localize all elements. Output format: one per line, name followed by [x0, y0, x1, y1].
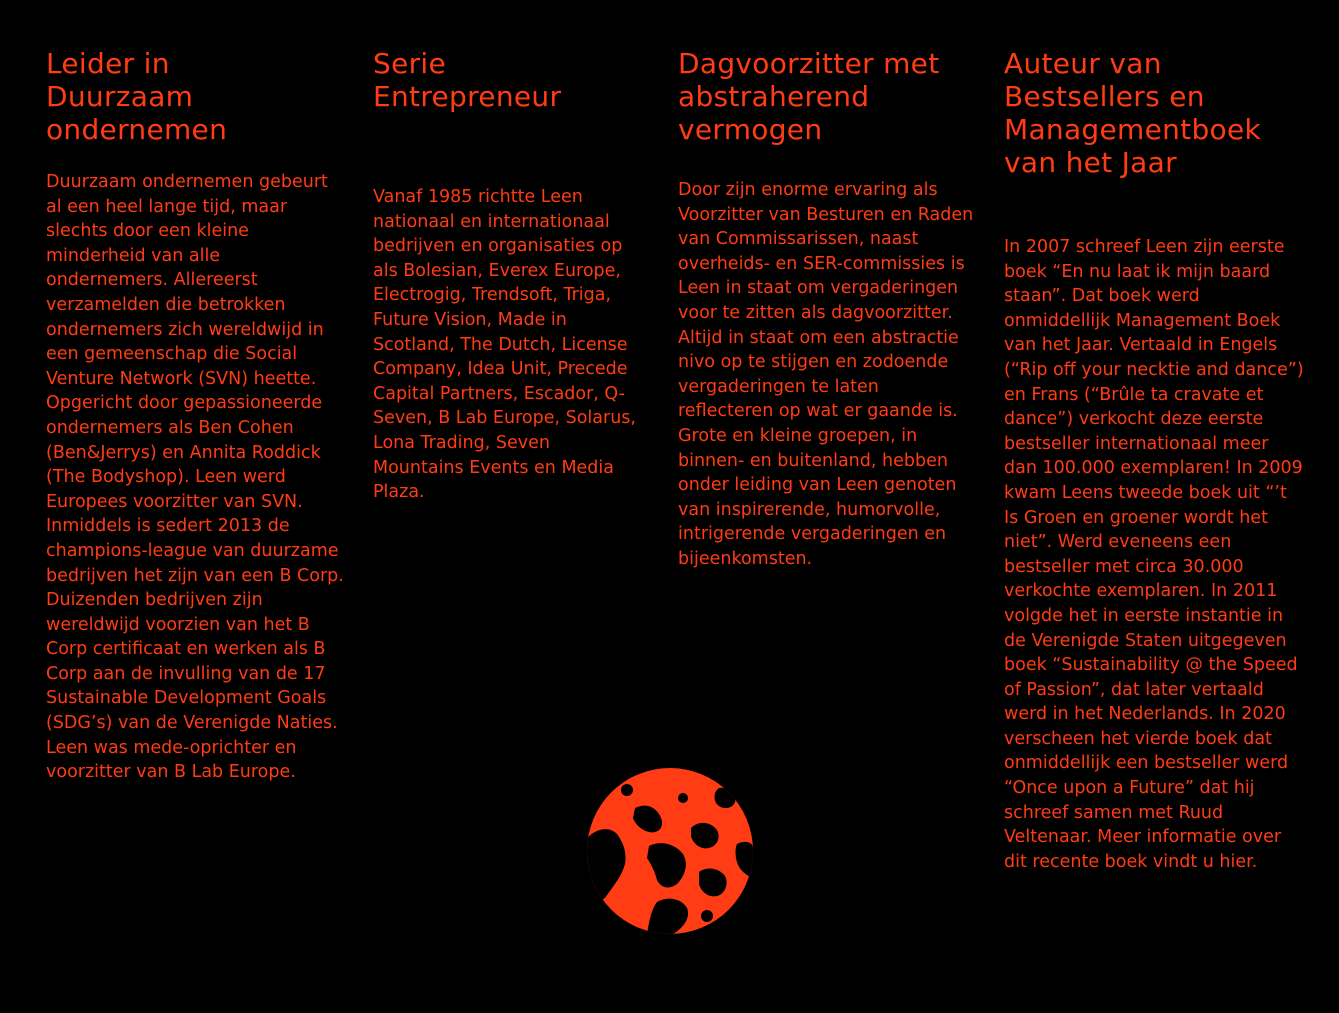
globe-icon [587, 768, 753, 934]
column-title: Dagvoorzitter met abstraherend vermogen [678, 47, 940, 146]
column-title: Auteur van Bestsellers en Managementboek van het Jaar [1004, 47, 1261, 179]
column-body: Door zijn enorme ervaring als Voorzitter van Besturen en Raden van Commissarissen, naast overheids- en SER-commissies is Leen in staat om vergaderingen voor te zitten als dagvoorzitter. Altijd in staat om een abstractie nivo op te stijgen en zodoende vergaderingen te laten reflecteren op wat er gaande is. Grote en kleine groepen, in binnen- en buitenland, hebben onder leiding van Leen genoten van inspirerende, humorvolle, intrigerende vergaderingen en bijeenkomsten. [678, 180, 974, 569]
column-title: Serie Entrepreneur [373, 47, 562, 113]
column-body: Duurzaam ondernemen gebeurt al een heel lange tijd, maar slechts door een kleine minderheid van alle ondernemers. Allereerst verzamelden die betrokken ondernemers zich wereldwijd in een gemeenschap die Social Venture Network (SVN) heette. Opgericht door gepassioneerde ondernemers als Ben Cohen (Ben&Jerrys) en Annita Roddick (The Bodyshop). Leen werd Europees voorzitter van SVN. Inmiddels is sedert 2013 de champions-league van duurzame bedrijven het zijn van een B Corp. Duizenden bedrijven zijn wereldwijd voorzien van het B Corp certificaat en werken als B Corp aan de invulling van de 17 Sustainable Development Goals (SDG’s) van de Verenigde Naties. Leen was mede-oprichter en voorzitter van B Lab Europe. [46, 172, 344, 783]
column-body: Vanaf 1985 richtte Leen nationaal en internationaal bedrijven en organisaties op als Bolesian, Everex Europe, Electrogig, Trendsoft, Triga, Future Vision, Made in Scotland, The Dutch, License Company, Idea Unit, Precede Capital Partners, Escador, Q-Seven, B Lab Europe, Solarus, Lona Trading, Seven Mountains Events en Media Plaza. [373, 187, 636, 503]
column-title: Leider in Duurzaam ondernemen [46, 47, 228, 146]
column-body: In 2007 schreef Leen zijn eerste boek “En nu laat ik mijn baard staan”. Dat boek werd onmiddellijk Management Boek van het Jaar. Vertaald in Engels (“Rip off your necktie and dance”) en Frans (“Brûle ta cravate et dance”) verkocht deze eerste bestseller internationaal meer dan 100.000 exemplaren! In 2009 kwam Leens tweede boek uit “’t Is Groen en groener wordt het niet”. Werd eveneens een bestseller met circa 30.000 verkochte exemplaren. In 2011 volgde het in eerste instantie in de Verenigde Staten uitgegeven boek “Sustainability @ the Speed of Passion”, dat later vertaald werd in het Nederlands. In 2020 verscheen het vierde boek dat onmiddellijk een bestseller werd “Once upon a Future” dat hij schreef samen met Ruud Veltenaar. Meer informatie over dit recente boek vindt u hier. [1004, 237, 1304, 872]
